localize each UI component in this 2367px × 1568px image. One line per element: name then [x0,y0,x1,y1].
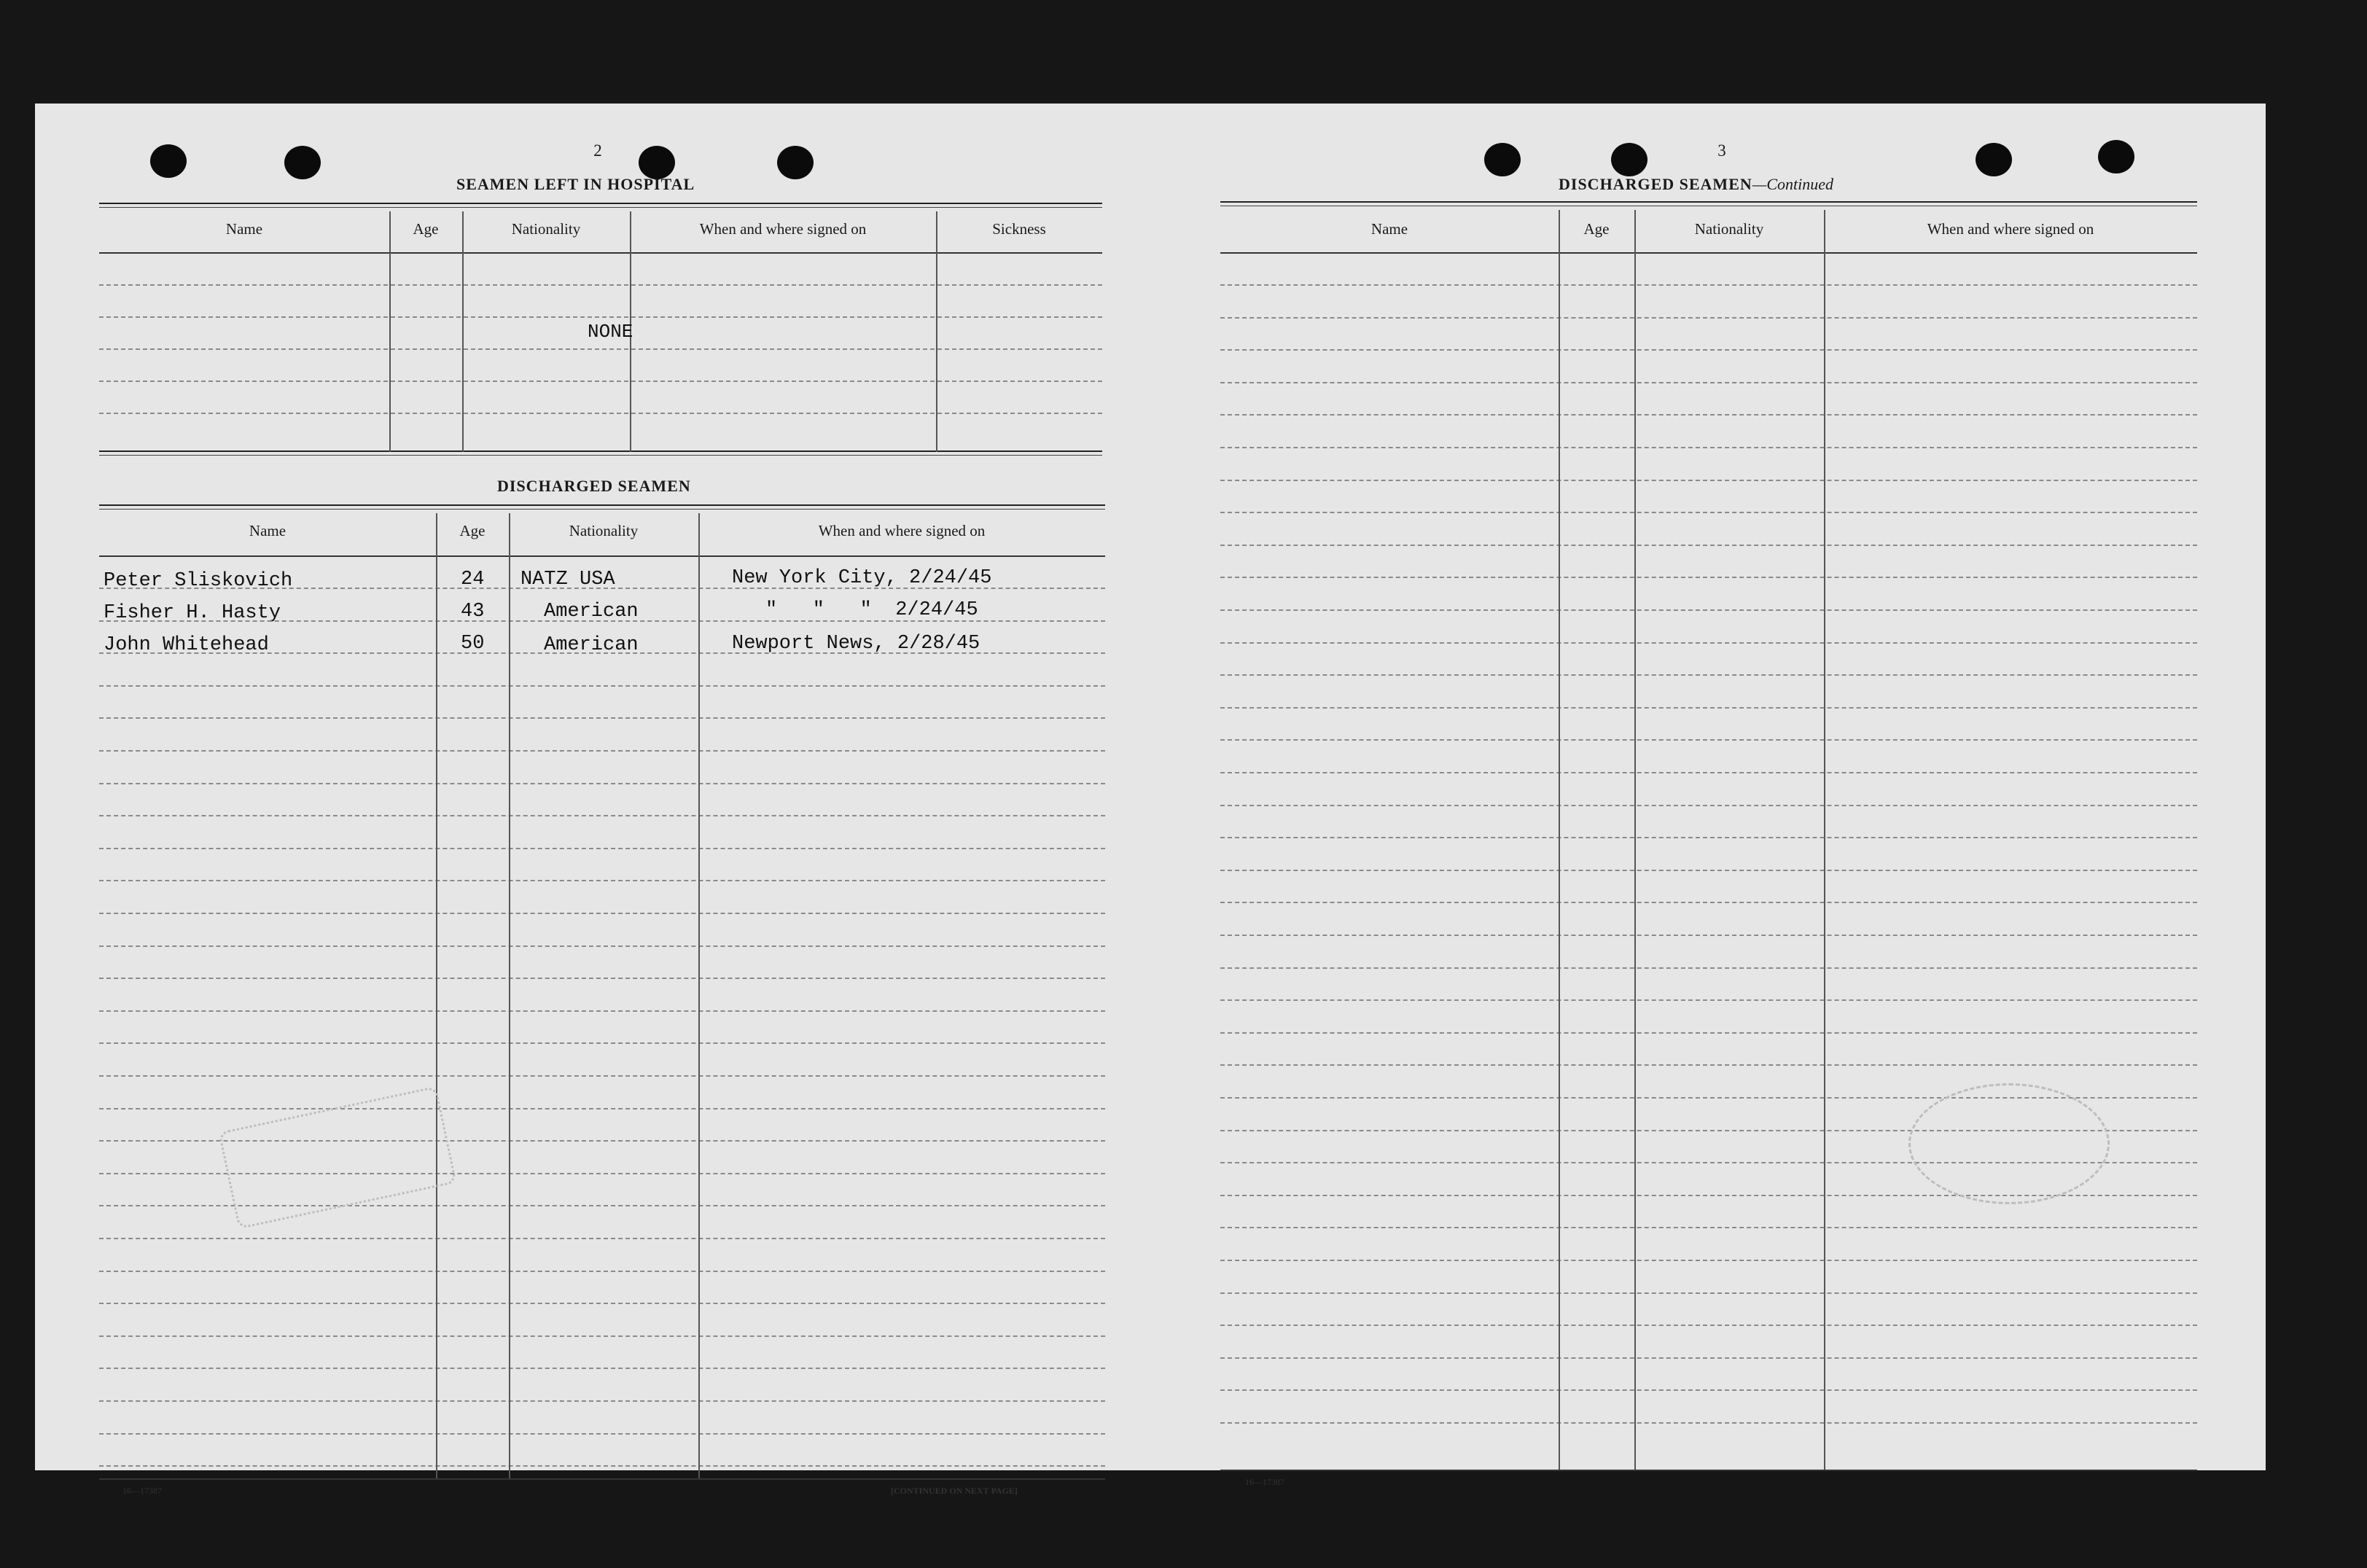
ruled-row-line [99,1465,1105,1467]
right-col-divider [1634,210,1636,1471]
seaman-name: Fisher H. Hasty [104,602,281,624]
ruled-row-line [1220,609,2197,611]
ruled-row-line [99,1108,1105,1109]
ruled-row-line [1220,545,2197,546]
ruled-row-line [99,588,1105,589]
discharged-col-divider [698,513,700,1480]
punch-hole [150,144,187,178]
hospital-row-line [99,348,1102,350]
ruled-row-line [1220,1325,2197,1326]
hospital-col-divider [389,211,391,452]
seaman-nationality: American [544,601,639,623]
discharged-section-title: DISCHARGED SEAMEN [497,477,691,495]
discharged-col-divider [509,513,510,1480]
ruled-row-line [99,1303,1105,1304]
hospital-table-bottom-rule [99,450,1102,456]
ruled-row-line [1220,772,2197,773]
hospital-header-rule [99,252,1102,254]
ruled-row-line [1220,382,2197,383]
ruled-row-line [99,978,1105,979]
hospital-col-divider [936,211,937,452]
discharged-col-name: Name [249,522,286,539]
hospital-row-line [99,413,1102,414]
ruled-row-line [1220,1227,2197,1228]
ruled-row-line [1220,870,2197,871]
punch-hole [284,146,321,179]
right-col-age: Age [1583,220,1610,238]
discharged-col-signed-on: When and where signed on [818,522,986,539]
hospital-section-title: SEAMEN LEFT IN HOSPITAL [456,175,695,193]
seaman-nationality: NATZ USA [520,569,615,590]
seaman-signed-on: Newport News, 2/28/45 [732,633,980,655]
discharged-table-top-rule [99,504,1105,510]
ruled-row-line [1220,999,2197,1001]
right-col-divider [1559,210,1560,1471]
ruled-row-line [99,1368,1105,1369]
ruled-row-line [99,1042,1105,1044]
ruled-row-line [99,750,1105,752]
ruled-row-line [99,848,1105,849]
ruled-row-line [1220,935,2197,936]
ruled-row-line [1220,642,2197,644]
discharged-header-rule [99,555,1105,557]
continued-note: [CONTINUED ON NEXT PAGE] [891,1486,1018,1496]
hospital-col-sickness: Sickness [992,220,1046,238]
form-number-right: 16—17387 [1245,1477,1284,1487]
hospital-row-line [99,381,1102,382]
ruled-row-line [99,880,1105,881]
right-table-top-rule [1220,201,2197,206]
punch-hole [1611,143,1647,176]
right-col-signed-on: When and where signed on [1927,220,2094,238]
hospital-row-line [99,284,1102,286]
right-col-name: Name [1370,220,1408,238]
ruled-row-line [99,1335,1105,1337]
ruled-row-line [1220,414,2197,416]
ruled-row-line [1220,967,2197,969]
right-header-rule [1220,252,2197,254]
discharged-col-divider [436,513,437,1480]
page-number-right: 3 [1717,141,1726,160]
ruled-row-line [99,783,1105,784]
ruled-row-line [99,620,1105,622]
ruled-row-line [1220,1260,2197,1261]
faded-stamp-right [1908,1083,2110,1204]
hospital-row-line [99,316,1102,318]
ruled-row-line [1220,512,2197,513]
ruled-row-line [99,1010,1105,1012]
right-table-bottom-rule [1220,1470,2197,1471]
ruled-row-line [1220,1064,2197,1066]
ruled-row-line [1220,902,2197,903]
ruled-row-line [1220,1357,2197,1359]
form-number-left: 16—17387 [122,1486,162,1496]
seaman-age: 24 [461,569,485,590]
seaman-age: 50 [461,633,485,655]
ruled-row-line [1220,317,2197,319]
page-number-left: 2 [593,141,602,160]
hospital-none-entry: NONE [588,321,633,343]
ruled-row-line [1220,1292,2197,1294]
ruled-row-line [1220,837,2197,838]
hospital-col-age: Age [413,220,439,238]
ruled-row-line [1220,480,2197,481]
ruled-row-line [99,913,1105,914]
ruled-row-line [99,717,1105,719]
ruled-row-line [1220,349,2197,351]
ruled-row-line [99,945,1105,947]
ruled-row-line [99,652,1105,654]
ruled-row-line [99,1433,1105,1435]
discharged-col-age: Age [459,522,486,539]
ruled-row-line [1220,577,2197,578]
seaman-signed-on: " " " 2/24/45 [765,599,978,621]
ruled-row-line [1220,1032,2197,1034]
ruled-row-line [1220,1422,2197,1424]
hospital-col-divider [462,211,464,452]
punch-hole [777,146,814,179]
ruled-row-line [99,815,1105,816]
seaman-name: John Whitehead [104,634,269,656]
document-sheet [35,104,2266,1496]
ruled-row-line [1220,1389,2197,1391]
discharged-col-nationality: Nationality [569,522,639,539]
seaman-nationality: American [544,634,639,656]
punch-hole [1484,143,1521,176]
right-title-suffix: —Continued [1752,175,1833,193]
right-title-main: DISCHARGED SEAMEN [1559,175,1752,193]
ruled-row-line [99,1075,1105,1077]
ruled-row-line [99,1400,1105,1402]
punch-hole [1976,143,2012,176]
ruled-row-line [1220,447,2197,448]
ruled-row-line [1220,674,2197,676]
ruled-row-line [99,1271,1105,1272]
seaman-age: 43 [461,601,485,623]
hospital-table-top-rule [99,203,1102,208]
right-col-divider [1824,210,1825,1471]
ruled-row-line [1220,805,2197,806]
hospital-col-name: Name [225,220,263,238]
hospital-col-nationality: Nationality [511,220,581,238]
discharged-table-bottom-rule [99,1478,1105,1480]
ruled-row-line [99,685,1105,687]
right-section-title [1559,175,1833,194]
ruled-row-line [1220,739,2197,741]
ruled-row-line [1220,284,2197,286]
right-col-nationality: Nationality [1694,220,1764,238]
seaman-name: Peter Sliskovich [104,570,293,592]
ruled-row-line [99,1238,1105,1239]
hospital-col-signed-on: When and where signed on [699,220,867,238]
punch-hole [2098,140,2134,173]
ruled-row-line [1220,707,2197,709]
seaman-signed-on: New York City, 2/24/45 [732,567,992,589]
